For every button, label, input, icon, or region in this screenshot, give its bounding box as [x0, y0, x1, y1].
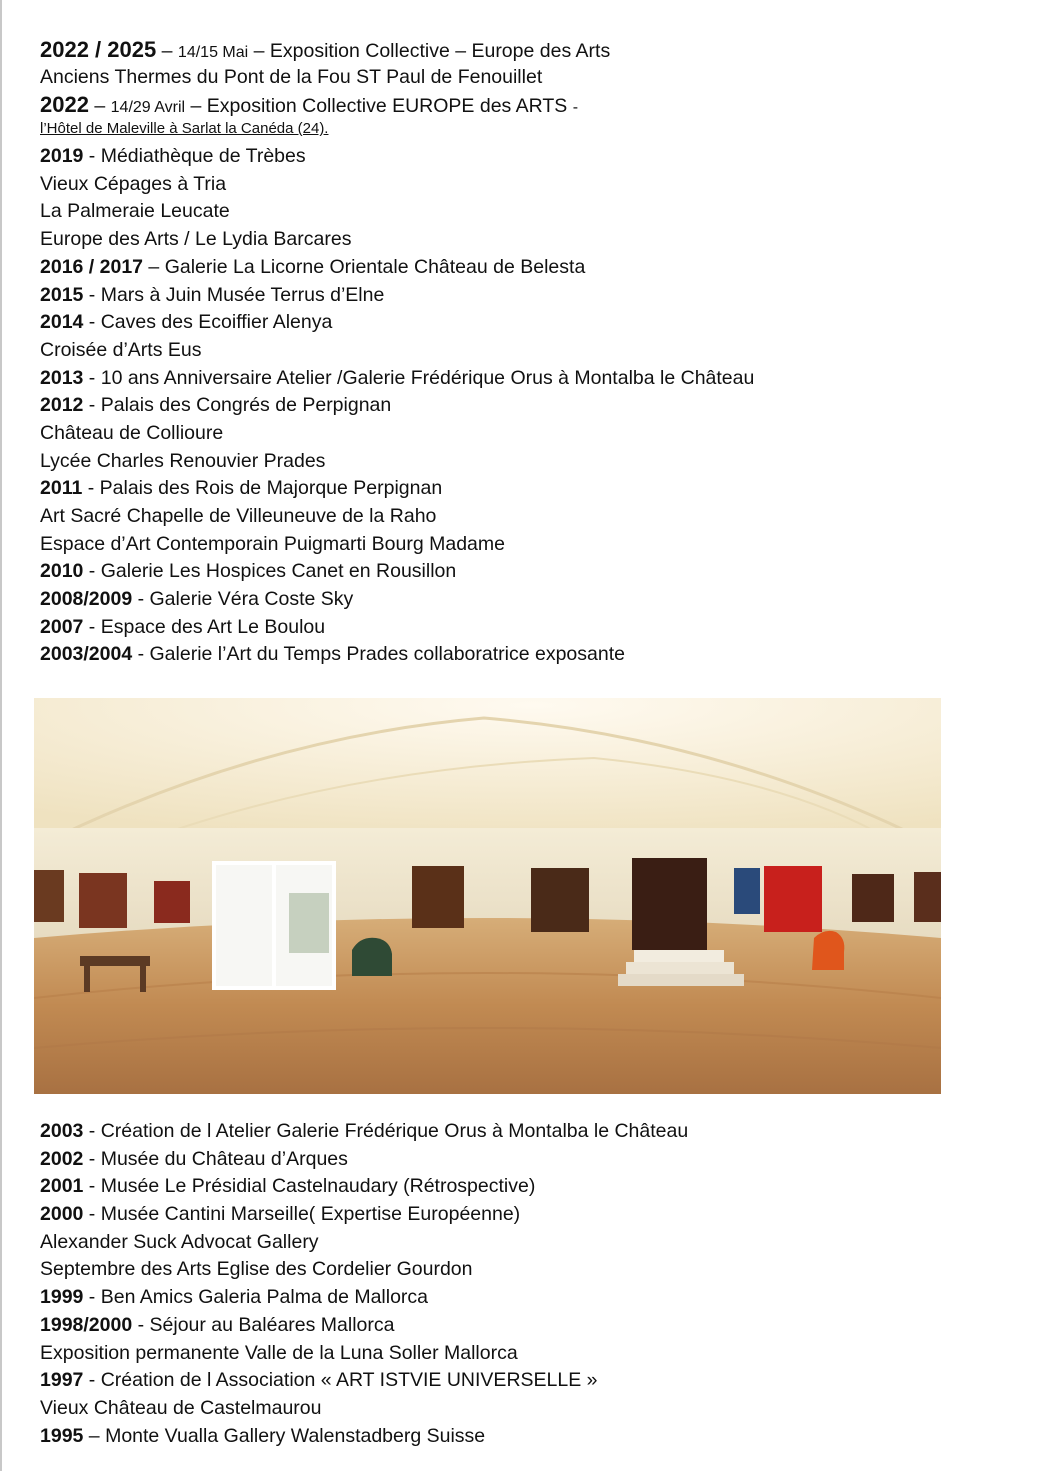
- exhibition-entry: [40, 1146, 1000, 1174]
- exhibition-year: 2010: [40, 560, 84, 583]
- exhibition-year: 1999: [40, 1286, 84, 1309]
- exhibition-entry: [40, 1367, 1000, 1395]
- exhibition-entry: [40, 226, 1000, 254]
- exhibition-text: La Palmeraie Leucate: [40, 200, 230, 223]
- exhibition-entry: [40, 171, 1000, 199]
- exhibition-entry: [40, 1395, 1000, 1423]
- exhibition-year: 2001: [40, 1175, 84, 1198]
- exhibition-text: Vieux Château de Castelmaurou: [40, 1396, 322, 1419]
- exhibition-text: Château de Collioure: [40, 421, 224, 444]
- exhibition-text: -: [572, 99, 579, 117]
- exhibition-entry: [40, 1229, 1000, 1257]
- exhibition-text: Art Sacré Chapelle de Villeuneuve de la Raho: [40, 505, 437, 527]
- exhibition-entry: [40, 1312, 1000, 1340]
- exhibition-year: 2003: [40, 1120, 84, 1142]
- exhibition-text: Alexander Suck Advocat Gallery: [40, 1230, 319, 1253]
- exhibition-entry: [40, 143, 1000, 171]
- exhibition-year: 2011: [40, 477, 83, 500]
- exhibition-text: - Musée Le Présidial Castelnaudary (Rétrospective): [83, 1175, 536, 1198]
- exhibition-entry: [40, 1118, 1000, 1146]
- exhibition-text: 14/29 Avril: [110, 99, 186, 117]
- exhibition-year: 2013: [40, 366, 84, 389]
- exhibition-year: 2000: [40, 1203, 84, 1226]
- exhibition-entry: [40, 337, 1000, 365]
- exhibition-year: 2022 / 2025: [40, 37, 157, 62]
- exhibition-text: l’Hôtel de Maleville à Sarlat la Canéda (24).: [40, 120, 329, 138]
- exhibition-entry: [40, 392, 1000, 420]
- exhibition-year: 2019: [40, 145, 84, 168]
- exhibition-entry: [40, 475, 1000, 503]
- exhibition-year: 2008/2009: [40, 588, 133, 611]
- exhibition-entry: [40, 64, 1000, 92]
- exhibition-text: –: [88, 95, 111, 118]
- exhibition-text: - Séjour au Baléares Mallorca: [132, 1313, 395, 1336]
- exhibition-text: - Création de l Association « ART ISTVIE UNIVERSELLE »: [83, 1369, 598, 1392]
- exhibition-text: - Caves des Ecoiffier Alenya: [83, 311, 333, 334]
- exhibition-text: Anciens Thermes du Pont de la Fou ST Paul de Fenouillet: [40, 65, 543, 88]
- exhibition-entry: [40, 1423, 1000, 1451]
- exhibition-text: - Palais des Rois de Majorque Perpignan: [82, 477, 443, 500]
- exhibition-entry: [40, 1173, 1000, 1201]
- exhibition-text: - Espace des Art Le Boulou: [83, 615, 326, 638]
- exhibition-text: Exposition permanente Valle de la Luna Soller Mallorca: [40, 1341, 518, 1364]
- exhibition-text: 14/15 Mai: [177, 44, 249, 61]
- exhibition-entry: [40, 1256, 1000, 1284]
- exhibition-text: – Exposition Collective EUROPE des ARTS: [185, 95, 573, 118]
- exhibition-entry: [40, 1201, 1000, 1229]
- exhibition-year: 2012: [40, 394, 84, 417]
- exhibition-text: Espace d’Art Contemporain Puigmarti Bourg Madame: [40, 532, 505, 555]
- exhibition-year: 2022: [40, 92, 89, 118]
- exhibition-entry: [40, 309, 1000, 337]
- exhibition-text: Europe des Arts / Le Lydia Barcares: [40, 228, 352, 251]
- exhibition-text: Lycée Charles Renouvier Prades: [40, 449, 326, 472]
- exhibition-text: - Palais des Congrés de Perpignan: [83, 394, 392, 417]
- exhibition-entry: [40, 558, 1000, 586]
- exhibition-year: 2014: [40, 311, 84, 334]
- exhibition-year: 1998/2000: [40, 1313, 133, 1336]
- exhibition-entry: [40, 119, 1000, 143]
- exhibition-text: – Galerie La Licorne Orientale Château de Belesta: [143, 255, 586, 278]
- exhibition-entry: [40, 614, 1000, 642]
- exhibition-entry: [40, 254, 1000, 282]
- exhibition-year: 2016 / 2017: [40, 255, 144, 278]
- exhibition-year: 2007: [40, 615, 84, 638]
- exhibition-entry: [40, 420, 1000, 448]
- exhibition-text: - Création de l Atelier Galerie Frédérique Orus à Montalba le Château: [83, 1120, 689, 1142]
- exhibition-entry: [40, 531, 1000, 559]
- exhibition-year: 1997: [40, 1369, 84, 1392]
- exhibition-entry: [40, 503, 1000, 531]
- exhibition-year: 2015: [40, 283, 84, 306]
- exhibition-entry: [40, 1284, 1000, 1312]
- exhibition-entry: [40, 641, 1000, 669]
- exhibition-text: - Musée du Château d’Arques: [83, 1147, 348, 1170]
- exhibition-text: - Galerie Véra Coste Sky: [132, 588, 354, 611]
- exhibition-entry: [40, 198, 1000, 226]
- exhibition-entry: [40, 91, 1000, 119]
- exhibition-text: – Exposition Collective – Europe des Arts: [248, 40, 611, 62]
- exhibitions-list-earlier: [40, 1118, 1000, 1450]
- exhibition-text: - Galerie Les Hospices Canet en Rousillon: [83, 560, 457, 583]
- exhibition-year: 2003/2004: [40, 643, 133, 666]
- exhibition-text: - 10 ans Anniversaire Atelier /Galerie Frédérique Orus à Montalba le Château: [83, 366, 755, 389]
- exhibition-year: 2002: [40, 1147, 84, 1170]
- exhibition-entry: [40, 282, 1000, 310]
- exhibition-text: –: [156, 40, 178, 62]
- exhibition-text: Septembre des Arts Eglise des Cordelier Gourdon: [40, 1258, 473, 1281]
- exhibition-entry: [40, 1340, 1000, 1368]
- exhibition-text: - Ben Amics Galeria Palma de Mallorca: [83, 1286, 429, 1309]
- gallery-panorama-photo: [34, 698, 941, 1094]
- exhibition-entry: [40, 36, 1000, 64]
- exhibition-year: 1995: [40, 1424, 84, 1447]
- exhibition-entry: [40, 586, 1000, 614]
- gallery-panorama-illustration: [34, 698, 941, 1094]
- exhibition-entry: [40, 365, 1000, 393]
- exhibition-text: Croisée d’Arts Eus: [40, 338, 202, 361]
- exhibition-text: - Galerie l’Art du Temps Prades collaboratrice exposante: [132, 643, 625, 666]
- exhibition-text: Vieux Cépages à Tria: [40, 172, 227, 195]
- left-margin-rule: [0, 0, 2, 1471]
- exhibition-entry: [40, 448, 1000, 476]
- exhibition-text: - Médiathèque de Trèbes: [83, 145, 306, 168]
- exhibition-text: – Monte Vualla Gallery Walenstadberg Suisse: [83, 1424, 486, 1447]
- exhibition-text: - Mars à Juin Musée Terrus d’Elne: [83, 283, 385, 306]
- exhibitions-list-recent: [40, 36, 1000, 669]
- exhibition-text: - Musée Cantini Marseille( Expertise Européenne): [83, 1203, 521, 1226]
